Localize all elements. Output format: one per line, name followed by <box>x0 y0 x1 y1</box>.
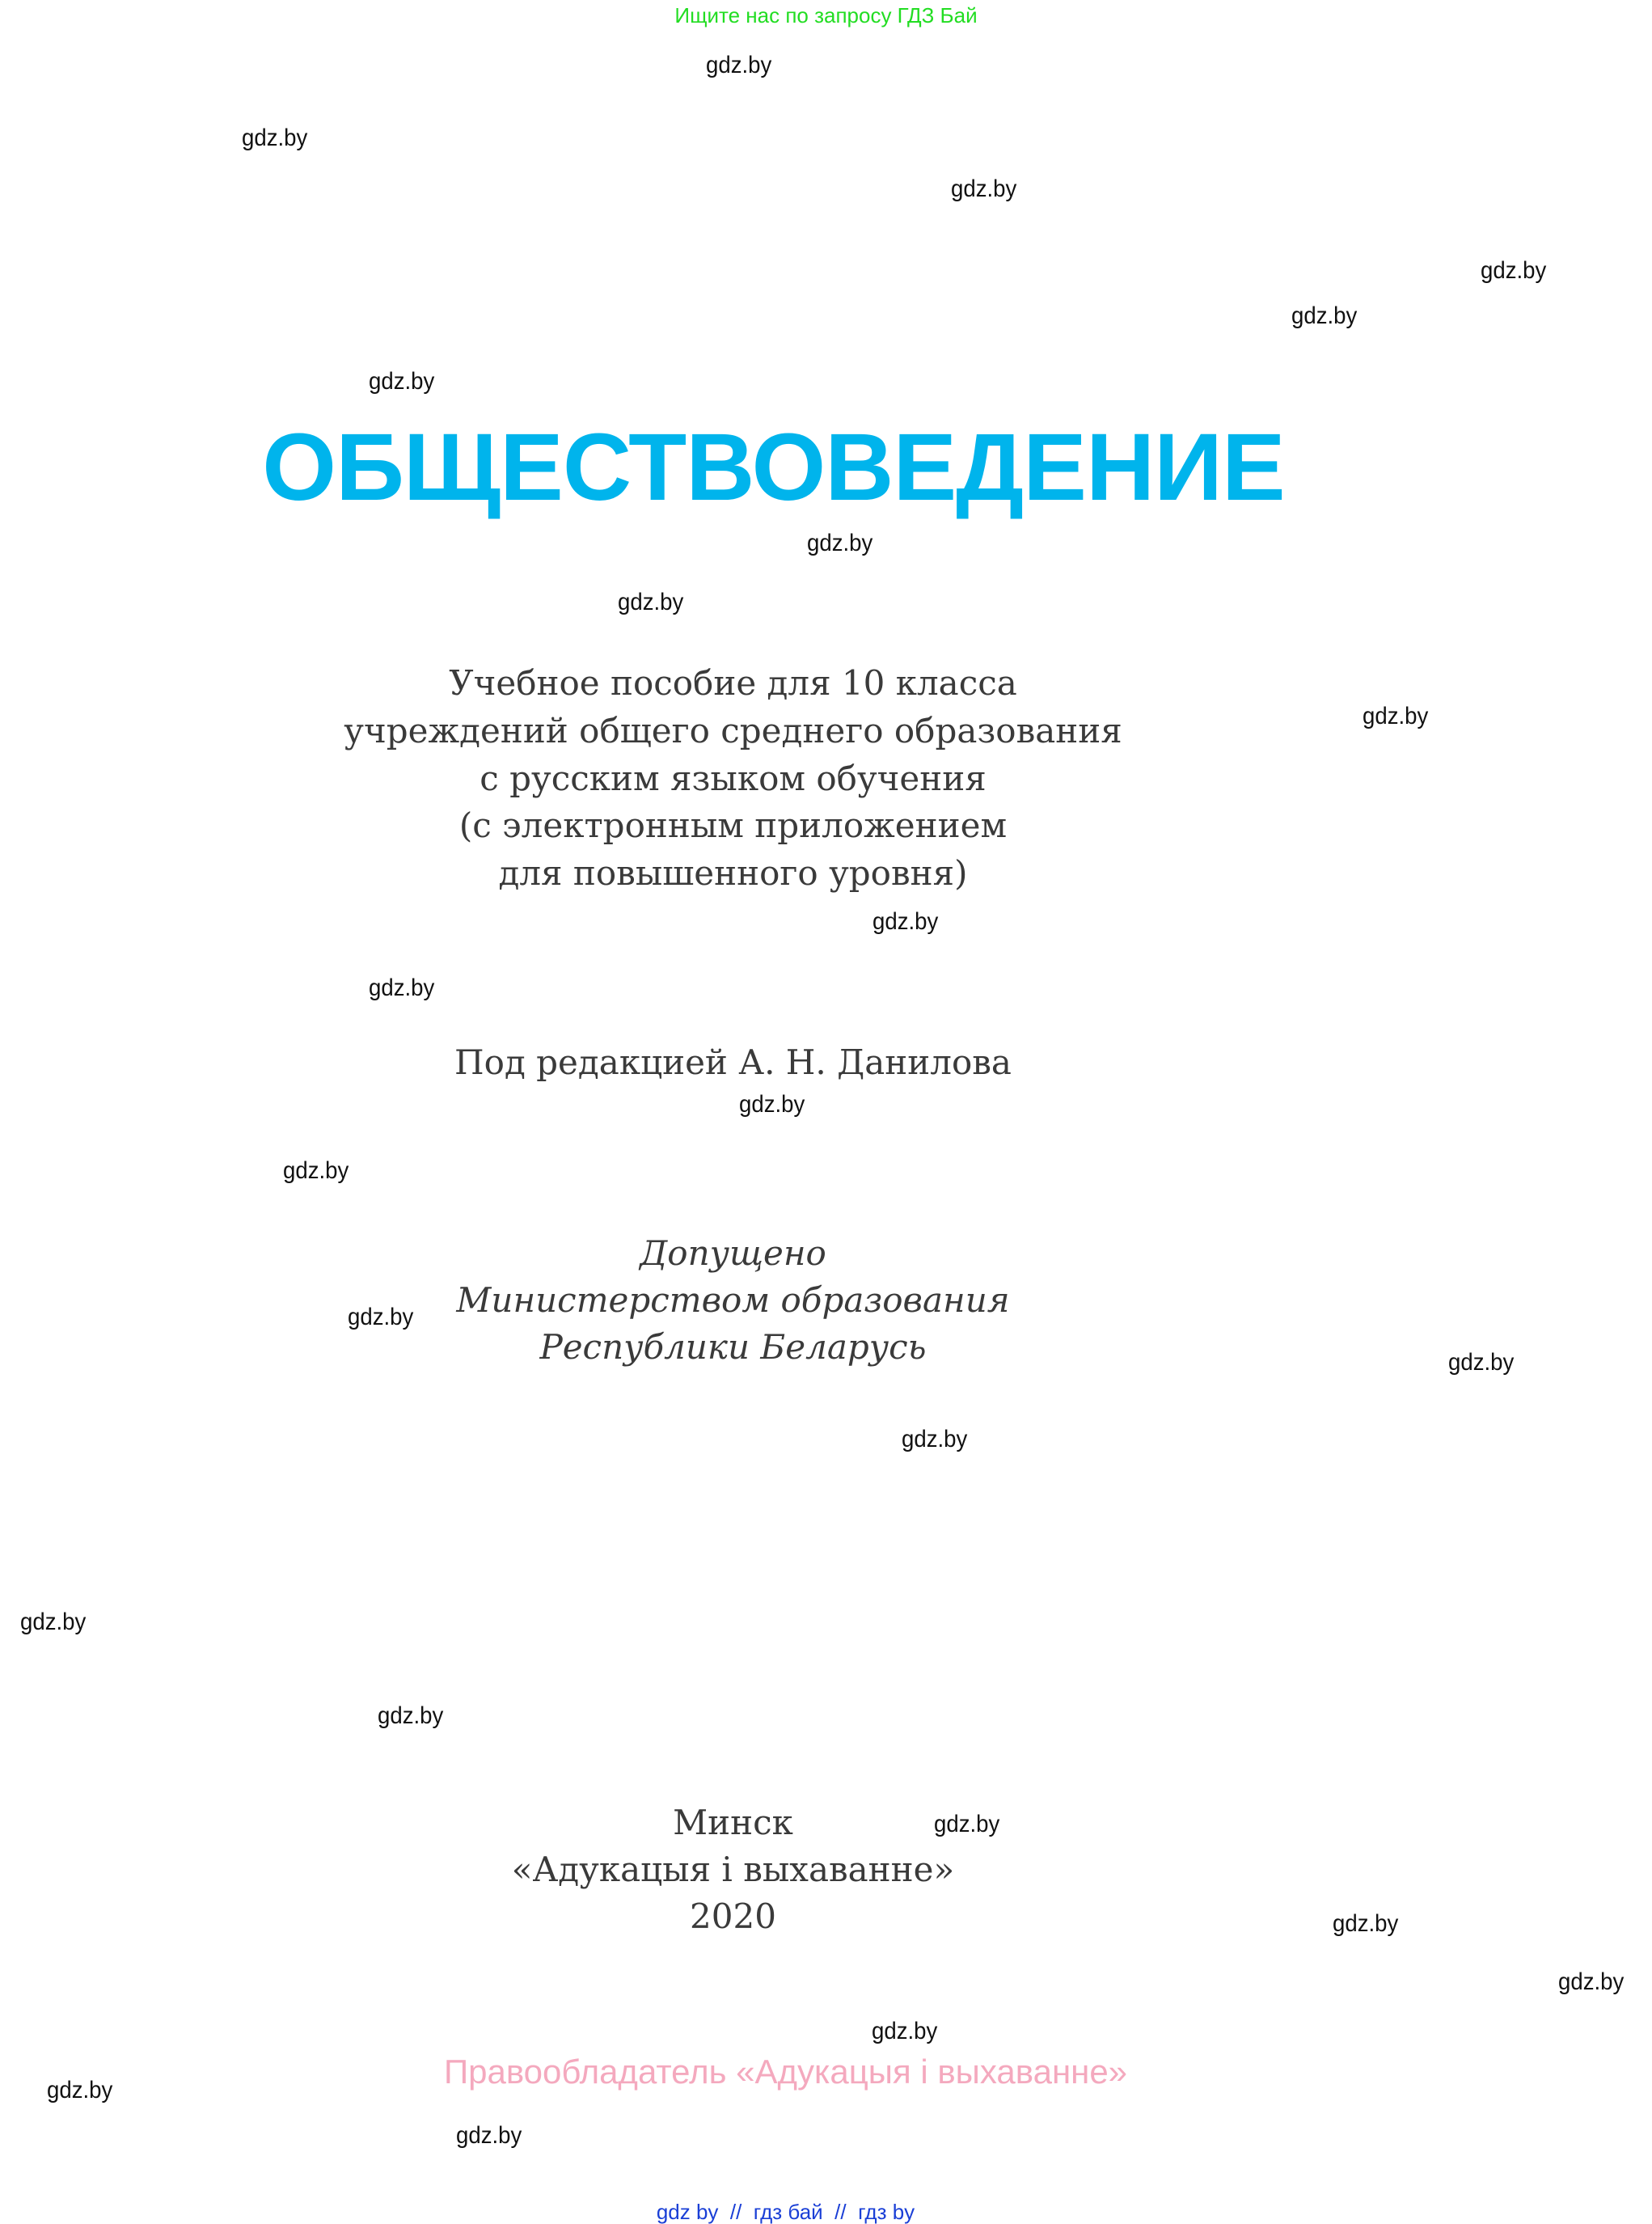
footer-link[interactable]: gdz by <box>656 2200 719 2224</box>
watermark: gdz.by <box>369 975 435 1001</box>
approval-line: Республики Беларусь <box>539 1327 927 1367</box>
watermark: gdz.by <box>1363 703 1429 729</box>
watermark: gdz.by <box>872 908 939 935</box>
watermark: gdz.by <box>242 125 308 151</box>
watermark: gdz.by <box>47 2077 113 2103</box>
subtitle-line: Учебное пособие для 10 класса <box>449 663 1017 703</box>
watermark: gdz.by <box>456 2122 522 2149</box>
watermark: gdz.by <box>283 1157 349 1184</box>
watermark: gdz.by <box>1333 1910 1399 1937</box>
footer-links <box>0 2201 1612 2222</box>
watermark: gdz.by <box>1558 1968 1625 1995</box>
imprint-year: 2020 <box>690 1896 776 1936</box>
subtitle-line: с русским языком обучения <box>480 759 987 798</box>
watermark: gdz.by <box>951 175 1017 202</box>
subtitle-line: для повышенного уровня) <box>498 853 968 893</box>
imprint-publisher: «Адукацыя і выхаванне» <box>511 1850 955 1889</box>
watermark: gdz.by <box>706 52 772 78</box>
watermark: gdz.by <box>348 1304 414 1330</box>
footer-link[interactable]: гдз бай <box>753 2200 823 2224</box>
footer-separator: // <box>729 2200 742 2224</box>
watermark: gdz.by <box>378 1702 444 1729</box>
watermark: gdz.by <box>902 1426 968 1452</box>
approval-line: Допущено <box>640 1233 826 1273</box>
watermark: gdz.by <box>1291 302 1358 329</box>
watermark: gdz.by <box>618 589 684 615</box>
watermark: gdz.by <box>807 530 873 556</box>
footer-link[interactable]: гдз by <box>858 2200 915 2224</box>
watermark: gdz.by <box>739 1091 805 1118</box>
watermark: gdz.by <box>934 1811 1000 1837</box>
watermark: gdz.by <box>1448 1349 1515 1376</box>
search-banner: Ищите нас по запросу ГДЗ Бай <box>674 3 978 27</box>
subtitle-line: (с электронным приложением <box>458 805 1008 845</box>
subtitle-line: учреждений общего среднего образования <box>344 711 1122 750</box>
copyright-notice: Правообладатель «Адукацыя і выхаванне» <box>443 2053 1128 2091</box>
footer-separator: // <box>834 2200 847 2224</box>
watermark: gdz.by <box>369 368 435 395</box>
watermark: gdz.by <box>1481 257 1547 284</box>
editor-line: Под редакцией А. Н. Данилова <box>454 1042 1012 1082</box>
book-title: ОБЩЕСТВОВЕДЕНИЕ <box>262 414 1285 521</box>
watermark: gdz.by <box>20 1609 87 1635</box>
approval-line: Министерством образования <box>456 1280 1010 1320</box>
imprint-city: Минск <box>673 1803 793 1842</box>
watermark: gdz.by <box>872 2018 938 2044</box>
